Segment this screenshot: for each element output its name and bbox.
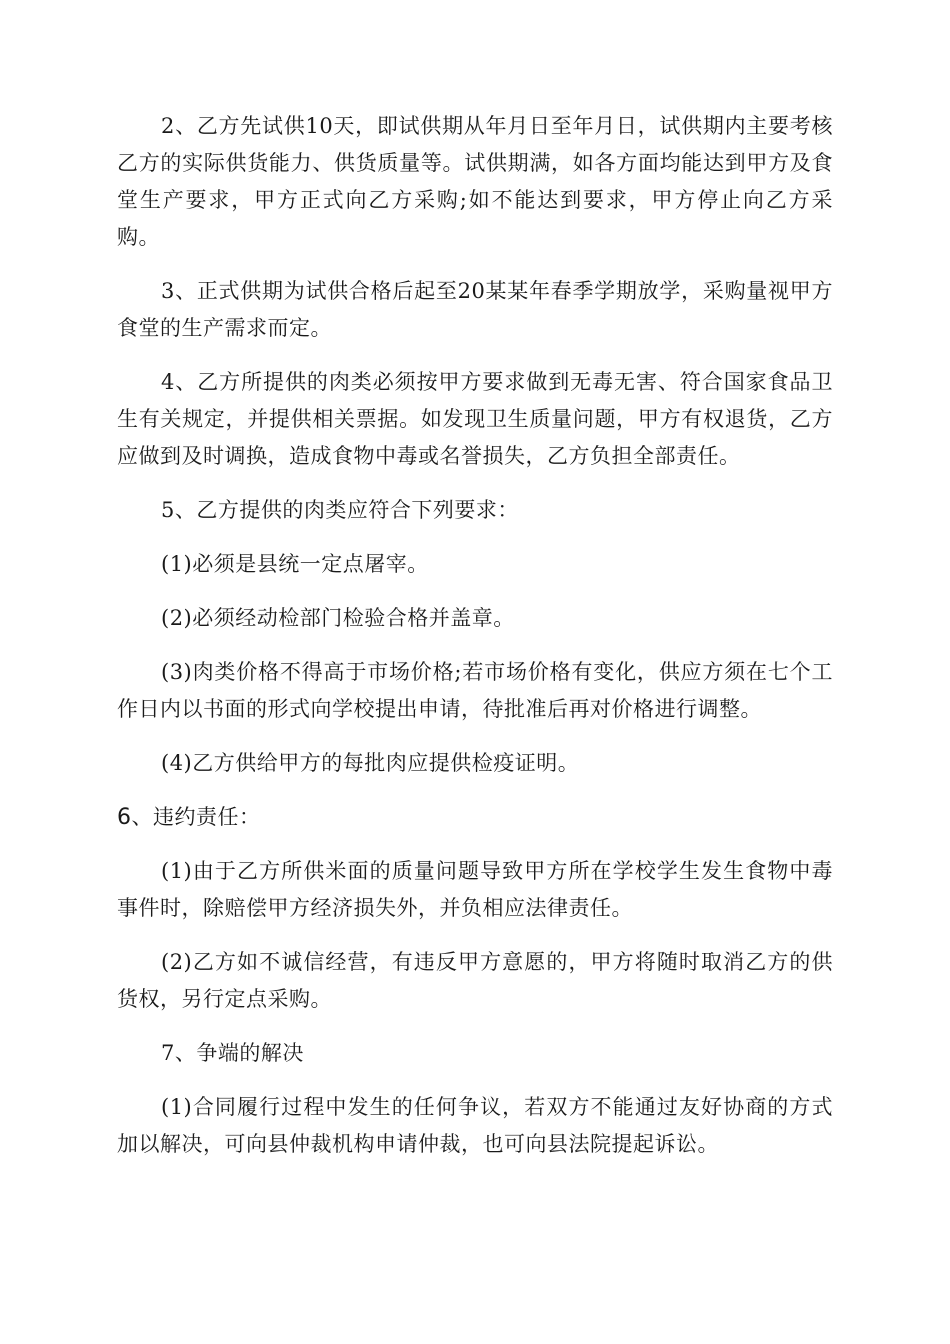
clause-2-paragraph: 2、乙方先试供10天，即试供期从年月日至年月日，试供期内主要考核乙方的实际供货能力、供货质量等。试供期满，如各方面均能达到甲方及食堂生产要求，甲方正式向乙方采购;如不能达到要求，甲方停止向乙方采购。 [117,114,833,249]
clause-5-item-2: (2)必须经动检部门检验合格并盖章。 [161,606,515,630]
clause-5-item-1: (1)必须是县统一定点屠宰。 [161,552,429,576]
document-body [117,108,833,1180]
section-6-number: 6 [117,805,132,830]
clause-5-paragraph: 5、乙方提供的肉类应符合下列要求： [161,498,519,522]
clause-5-item-3: (3)肉类价格不得高于市场价格;若市场价格有变化，供应方须在七个工作日内以书面的形式向学校提出申请，待批准后再对价格进行调整。 [117,660,833,721]
clause-7-heading: 7、争端的解决 [161,1041,304,1065]
clause-7-item-1: (1)合同履行过程中发生的任何争议，若双方不能通过友好协商的方式加以解决，可向县仲裁机构申请仲裁，也可向县法院提起诉讼。 [117,1095,833,1156]
clause-3-paragraph: 3、正式供期为试供合格后起至20某某年春季学期放学，采购量视甲方食堂的生产需求而定。 [117,279,833,340]
clause-6-item-2: (2)乙方如不诚信经营，有违反甲方意愿的，甲方将随时取消乙方的供货权，另行定点采购。 [117,950,833,1011]
section-6-heading [117,799,833,836]
section-6-title: 、违约责任： [131,805,261,829]
clause-4-paragraph: 4、乙方所提供的肉类必须按甲方要求做到无毒无害、符合国家食品卫生有关规定，并提供相关票据。如发现卫生质量问题，甲方有权退货，乙方应做到及时调换，造成食物中毒或名誉损失，乙方负担全部责任。 [117,370,833,468]
clause-5-item-4: (4)乙方供给甲方的每批肉应提供检疫证明。 [161,751,580,775]
clause-6-item-1: (1)由于乙方所供米面的质量问题导致甲方所在学校学生发生食物中毒事件时，除赔偿甲方经济损失外，并负相应法律责任。 [117,859,833,920]
